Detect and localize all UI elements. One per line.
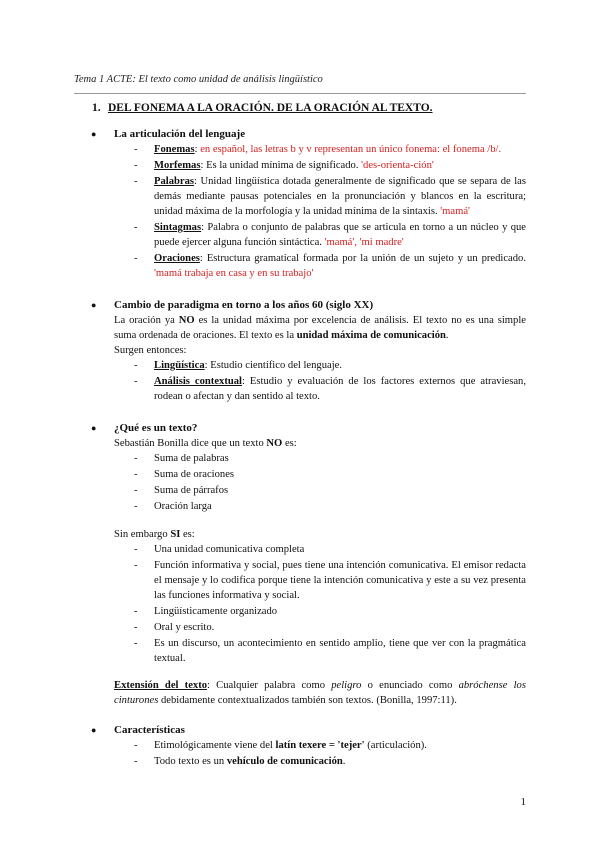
- extension-paragraph: Extensión del texto: Cualquier palabra como peligro o enunciado como abróchense los cinturones debidamente contextualizados también son textos. (Bonilla, 1997:11).: [114, 680, 526, 706]
- list-item: - Lingüística: Estudio científico del lenguaje.: [134, 360, 343, 371]
- paragraph: La oración ya NO es la unidad máxima por excelencia de análisis. El texto no es una simple suma ordenada de oraciones. El texto es la unidad máxima de comunicación.: [114, 315, 526, 341]
- list-item: - Suma de palabras: [134, 453, 229, 464]
- description: : Estudio científico del lenguaje.: [204, 360, 343, 371]
- example: en español, las letras b y v representan un único fonema: el fonema /b/.: [200, 144, 502, 155]
- running-header: Tema 1 ACTE: El texto como unidad de análisis lingüístico: [74, 74, 323, 85]
- main-title-number: 1.: [92, 102, 101, 114]
- bullet-icon: ●: [91, 300, 97, 310]
- list-item: - Etimológicamente viene del latín texere = 'tejer' (articulación).: [134, 740, 427, 751]
- list-item: - Fonemas: en español, las letras b y v representan un único fonema: el fonema /b/.: [134, 144, 502, 155]
- header-divider: [74, 93, 526, 94]
- bullet-icon: ●: [91, 129, 97, 139]
- section-heading: [91, 297, 526, 313]
- section-heading: [91, 126, 526, 142]
- list-item: - Una unidad comunicativa completa: [134, 544, 305, 555]
- page-number: 1: [520, 796, 526, 808]
- example: 'des-orienta-ción': [361, 160, 434, 171]
- bullet-icon: ●: [91, 423, 97, 433]
- list-item: - Palabras: Unidad lingüística dotada generalmente de significado que se separa de las demás mediante pausas potenciales en la pronunciación y blancos en la escritura; unidad máxima de la morfología y la unidad mínima de la sintaxis. 'mamá': [134, 176, 527, 217]
- term: Análisis contextual: [154, 376, 242, 387]
- page-content: [74, 96, 526, 770]
- list-item: - Todo texto es un vehículo de comunicación.: [134, 756, 346, 767]
- list-item: - Morfemas: Es la unidad mínima de significado. 'des-orienta-ción': [134, 160, 434, 171]
- section-heading: [91, 420, 526, 436]
- example: 'mamá': [440, 206, 470, 217]
- description: Palabra o conjunto de palabras que se articula en torno a un núcleo y que puede ejercer alguna función sintáctica.: [154, 222, 527, 248]
- term: Palabras: [154, 176, 195, 187]
- example: 'mamá', 'mi madre': [324, 237, 404, 248]
- term: Oraciones: [154, 253, 200, 264]
- section-que-es-texto: [91, 420, 526, 666]
- list-item: - Suma de oraciones: [134, 469, 235, 480]
- term-separator: :: [199, 253, 207, 264]
- term: Sintagmas: [154, 222, 202, 233]
- description: Es la unidad mínima de significado.: [206, 160, 362, 171]
- list-item: - Oral y escrito.: [134, 622, 215, 633]
- paragraph: Surgen entonces:: [114, 345, 187, 356]
- list-item: - Es un discurso, un acontecimiento en sentido amplio, tiene que ver con la pragmática textual.: [134, 638, 526, 664]
- section-heading-text: La articulación del lenguaje: [114, 128, 246, 140]
- section-articulacion: [91, 126, 527, 281]
- section-caracteristicas: [91, 722, 526, 769]
- description: : Estudio y evaluación de los factores externos que atraviesan, rodean o afectan y dan sentido al texto.: [154, 376, 526, 402]
- main-title-text: DEL FONEMA A LA ORACIÓN. DE LA ORACIÓN AL TEXTO.: [108, 102, 433, 114]
- section-paradigma: [91, 297, 526, 404]
- term: Morfemas: [154, 160, 201, 171]
- list-item: - Análisis contextual: Estudio y evaluación de los factores externos que atraviesan, rodean o afectan y dan sentido al texto.: [134, 376, 526, 402]
- paragraph: Sebastián Bonilla dice que un texto NO es:: [114, 438, 297, 449]
- list-item: - Sintagmas: Palabra o conjunto de palabras que se articula en torno a un núcleo y que puede ejercer alguna función sintáctica. 'mamá', 'mi madre': [134, 222, 527, 248]
- paragraph: Sin embargo SI es:: [114, 529, 195, 540]
- list-item: - Función informativa y social, pues tiene una intención comunicativa. El emisor redacta el mensaje y lo codifica porque tiene la intención comunicativa y este a su vez presenta las funciones informativa y social.: [134, 560, 526, 601]
- term-separator: :: [194, 144, 201, 155]
- term-separator: :: [200, 160, 207, 171]
- term-separator: :: [194, 176, 201, 187]
- description: Unidad lingüística dotada generalmente de significado que se separa de las demás mediante pausas potenciales en la pronunciación y blancos en la escritura; unidad máxima de la morfología y la unidad mínima de la sintaxis.: [154, 176, 527, 217]
- section-heading: [91, 722, 526, 738]
- section-heading-text: ¿Qué es un texto?: [114, 422, 198, 434]
- main-title: [92, 100, 526, 116]
- term: Lingüística: [154, 360, 205, 371]
- description: Estructura gramatical formada por la unión de un sujeto y un predicado.: [206, 253, 526, 264]
- list-item: - Oraciones: Estructura gramatical formada por la unión de un sujeto y un predicado. 'mamá trabaja en casa y en su trabajo': [134, 253, 526, 279]
- example: 'mamá trabaja en casa y en su trabajo': [154, 268, 314, 279]
- list-item: - Oración larga: [134, 501, 212, 512]
- term: Fonemas: [154, 144, 195, 155]
- list-item: - Lingüísticamente organizado: [134, 606, 278, 617]
- section-heading-text: Cambio de paradigma en torno a los años 60 (siglo XX): [114, 299, 374, 311]
- bullet-icon: ●: [91, 725, 97, 735]
- list-item: - Suma de párrafos: [134, 485, 229, 496]
- term-separator: :: [201, 222, 208, 233]
- section-heading-text: Características: [114, 724, 185, 736]
